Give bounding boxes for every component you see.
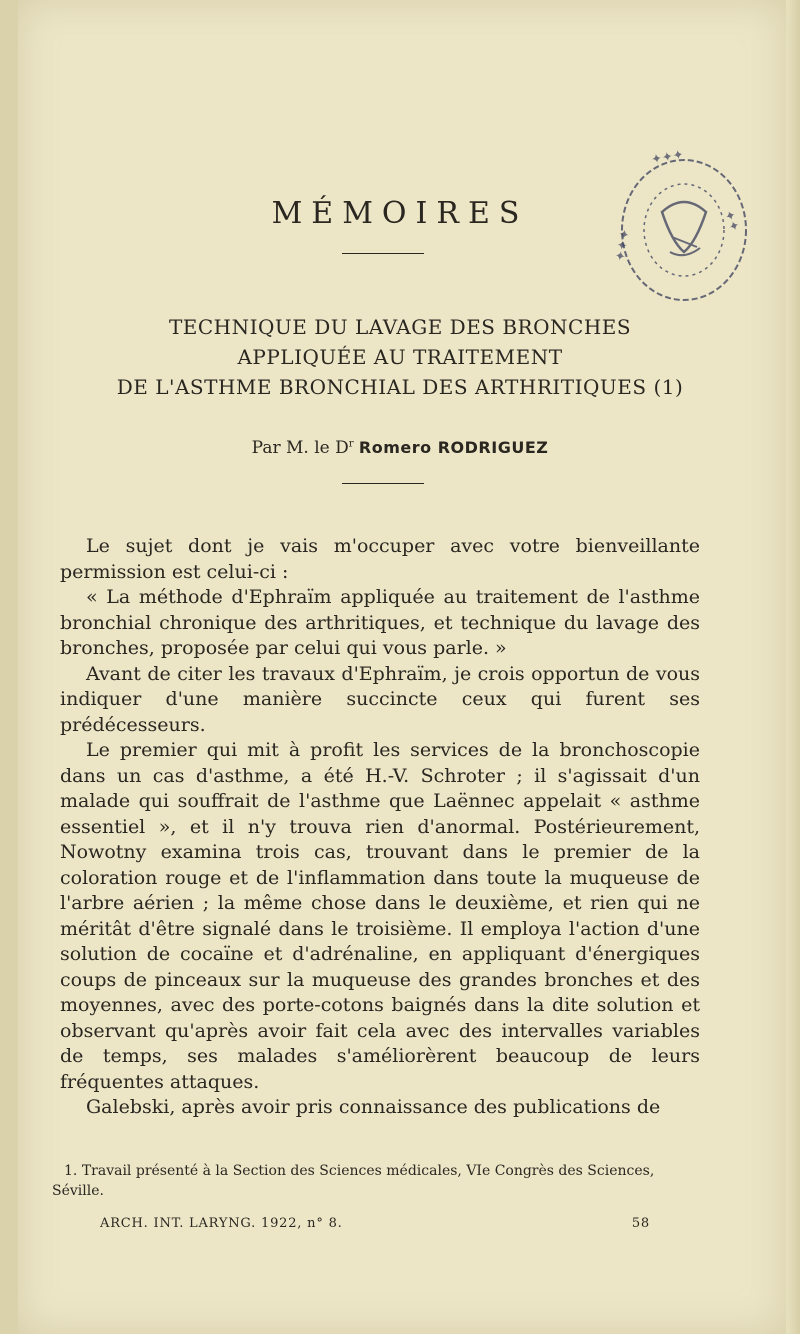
title-line: DE L'ASTHME BRONCHIAL DES ARTHRITIQUES (1) (116, 375, 684, 399)
paragraph: Le premier qui mit à profit les services de la bronchoscopie dans un cas d'asthme, a été H.-V. Schroter ; il s'agissait d'un malade qui souffrait de l'asthme que Laënnec appelait « asthme essentiel », et il n'y trouva rien d'anormal. Postérieurement, Nowotny examina trois cas, trouvant dans le premier de la coloration rouge et de l'inflammation dans toute la muqueuse de l'arbre aérien ; la même chose dans le deuxième, et rien qui ne méritât d'être signalé dans le troisième. Il employa l'action d'une solution de cocaïne et d'adrénaline, en appliquant d'énergiques coups de pinceaux sur la muqueuse des grandes bronches et des moyennes, avec des porte-cotons baignés dans la dite solution et observant qu'après avoir fait cela avec des intervalles variables de temps, ses malades s'améliorèrent beaucoup de leurs fréquentes attaques. (60, 739, 700, 1093)
paragraph: Le sujet dont je vais m'occuper avec votre bienveillante permission est celui-ci : (60, 535, 700, 583)
journal-reference: ARCH. INT. LARYNG. 1922, n° 8. (100, 1216, 343, 1231)
footnote-number: 1. (64, 1163, 78, 1179)
footnote (52, 1161, 692, 1201)
svg-text:✦✦: ✦✦ (720, 208, 742, 234)
article-title (40, 312, 760, 402)
page-number: 58 (631, 1216, 650, 1231)
author-name: Romero RODRIGUEZ (358, 438, 549, 457)
byline-prefix: Par M. le D (251, 438, 349, 458)
paragraph: Avant de citer les travaux d'Ephraïm, je crois opportun de vous indiquer d'une manière succincte ceux qui furent ses prédécesseurs. (60, 662, 700, 736)
page-footer (100, 1216, 650, 1231)
svg-text:✦✦✦: ✦✦✦ (650, 147, 685, 168)
byline-sup: r (348, 438, 354, 450)
author-byline (0, 438, 800, 458)
article-body (60, 534, 700, 1121)
svg-text:✦✦✦: ✦✦✦ (613, 227, 634, 263)
section-heading: MÉMOIRES (271, 196, 529, 231)
paragraph: « La méthode d'Ephraïm appliquée au traitement de l'asthme bronchial chronique des arthritiques, et technique du lavage des bronches, proposée par celui qui vous parle. » (60, 586, 700, 659)
byline-rule (342, 483, 424, 484)
title-line: TECHNIQUE DU LAVAGE DES BRONCHES (168, 315, 632, 339)
heading-rule (342, 253, 424, 254)
paragraph: Galebski, après avoir pris connaissance des publications de (86, 1096, 661, 1118)
title-line: APPLIQUÉE AU TRAITEMENT (237, 345, 563, 369)
footnote-text: Travail présenté à la Section des Sciences médicales, VIe Congrès des Sciences, Séville. (52, 1163, 655, 1199)
